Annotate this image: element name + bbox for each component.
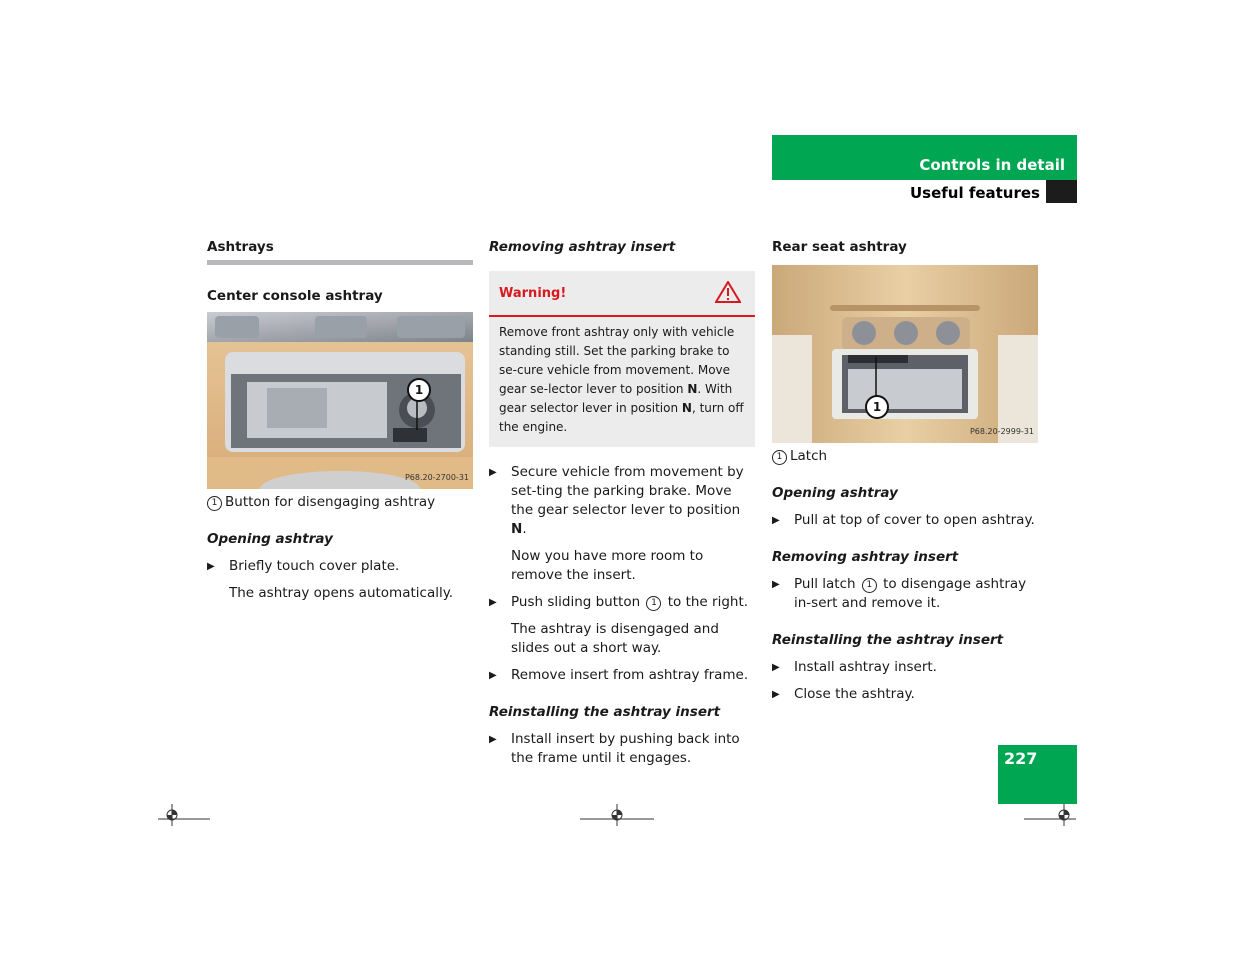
triangle-right-icon: ▶ <box>772 662 780 673</box>
gear-position: N <box>681 401 692 415</box>
triangle-right-icon: ▶ <box>772 579 780 590</box>
heading-reinstalling-insert: Reinstalling the ashtray insert <box>772 632 1004 648</box>
heading-reinstalling-insert: Reinstalling the ashtray insert <box>489 704 721 720</box>
column-right <box>772 238 1038 712</box>
step-text: to disengage ashtray in-sert and remove it. <box>794 576 1027 611</box>
image-caption <box>207 493 473 512</box>
crop-mark-icon <box>578 802 656 826</box>
step-text: Remove insert from ashtray frame. <box>511 667 749 683</box>
triangle-right-icon: ▶ <box>489 467 497 478</box>
image-code: P68.20-2700-31 <box>404 473 469 482</box>
step-item <box>772 685 1038 704</box>
triangle-right-icon: ▶ <box>489 670 497 681</box>
warning-text-part: Remove front ashtray only with vehicle standing still. Set the parking brake to se-cure vehicle from movement. Move gear se-lector lever to position <box>499 325 735 396</box>
step-item <box>772 511 1038 530</box>
page-number: 227 <box>1004 749 1038 768</box>
callout-1: 1 <box>865 395 889 419</box>
heading-opening-ashtray: Opening ashtray <box>207 531 333 547</box>
triangle-right-icon: ▶ <box>207 561 215 572</box>
warning-text-part: . With gear selector lever in position <box>499 382 733 415</box>
step-text: Install ashtray insert. <box>794 659 937 675</box>
step-item <box>772 575 1038 613</box>
heading-removing-insert: Removing ashtray insert <box>772 549 959 565</box>
crop-mark-icon <box>1024 802 1078 826</box>
warning-triangle-icon <box>715 281 741 303</box>
step-text: to the right. <box>663 594 749 610</box>
subsection-title: Useful features <box>909 184 1040 202</box>
header-marker-block <box>1046 180 1077 203</box>
step-item <box>489 666 755 685</box>
heading-center-console-ashtray: Center console ashtray <box>207 288 383 304</box>
step-result: Now you have more room to remove the insert. <box>511 548 704 583</box>
step-text: Close the ashtray. <box>794 686 915 702</box>
callout-number: 1 <box>646 596 661 611</box>
warning-box <box>489 271 755 447</box>
step-text: Briefly touch cover plate. <box>229 558 400 574</box>
gear-position: N <box>511 521 523 537</box>
callout-number: 1 <box>862 578 877 593</box>
callout-number: 1 <box>207 496 222 511</box>
image-code: P68.20-2999-31 <box>969 427 1034 436</box>
heading-rear-seat-ashtray: Rear seat ashtray <box>772 239 907 255</box>
crop-mark-icon <box>158 802 212 826</box>
section-header-bar <box>772 135 1077 180</box>
triangle-right-icon: ▶ <box>489 597 497 608</box>
heading-opening-ashtray: Opening ashtray <box>772 485 898 501</box>
step-text: Install insert by pushing back into the frame until it engages. <box>511 731 740 766</box>
step-item <box>772 658 1038 677</box>
rear-seat-illustration <box>772 265 1038 443</box>
caption-text: Latch <box>790 448 828 464</box>
caption-text: Button for disengaging ashtray <box>225 494 436 510</box>
column-middle <box>489 238 755 776</box>
step-item <box>489 730 755 768</box>
heading-rule <box>207 260 473 265</box>
triangle-right-icon: ▶ <box>772 515 780 526</box>
image-caption <box>772 447 1038 466</box>
step-text: Secure vehicle from movement by set-ting the parking brake. Move the gear selector lever to position <box>511 464 744 518</box>
step-result: The ashtray is disengaged and slides out a short way. <box>511 621 719 656</box>
step-item <box>489 463 755 539</box>
step-text: Pull at top of cover to open ashtray. <box>794 512 1035 528</box>
warning-title: Warning! <box>499 286 567 301</box>
callout-1: 1 <box>407 378 431 402</box>
warning-text <box>489 317 755 447</box>
step-item <box>207 557 473 576</box>
triangle-right-icon: ▶ <box>772 689 780 700</box>
page-number-box <box>998 745 1077 804</box>
heading-removing-insert: Removing ashtray insert <box>489 239 676 255</box>
step-item <box>489 593 755 612</box>
warning-text-part: , turn off the engine. <box>499 401 744 434</box>
rear-seat-photo <box>772 265 1038 443</box>
step-text: Push sliding button <box>511 594 645 610</box>
center-console-illustration <box>207 312 473 489</box>
warning-header <box>489 271 755 317</box>
section-title: Controls in detail <box>919 156 1065 174</box>
step-text: Pull latch <box>794 576 860 592</box>
column-left <box>207 238 473 611</box>
center-console-photo <box>207 312 473 489</box>
gear-position: N <box>687 382 698 396</box>
step-result: The ashtray opens automatically. <box>229 585 454 601</box>
triangle-right-icon: ▶ <box>489 734 497 745</box>
step-text: . <box>522 521 527 537</box>
heading-ashtrays: Ashtrays <box>207 239 274 255</box>
callout-number: 1 <box>772 450 787 465</box>
